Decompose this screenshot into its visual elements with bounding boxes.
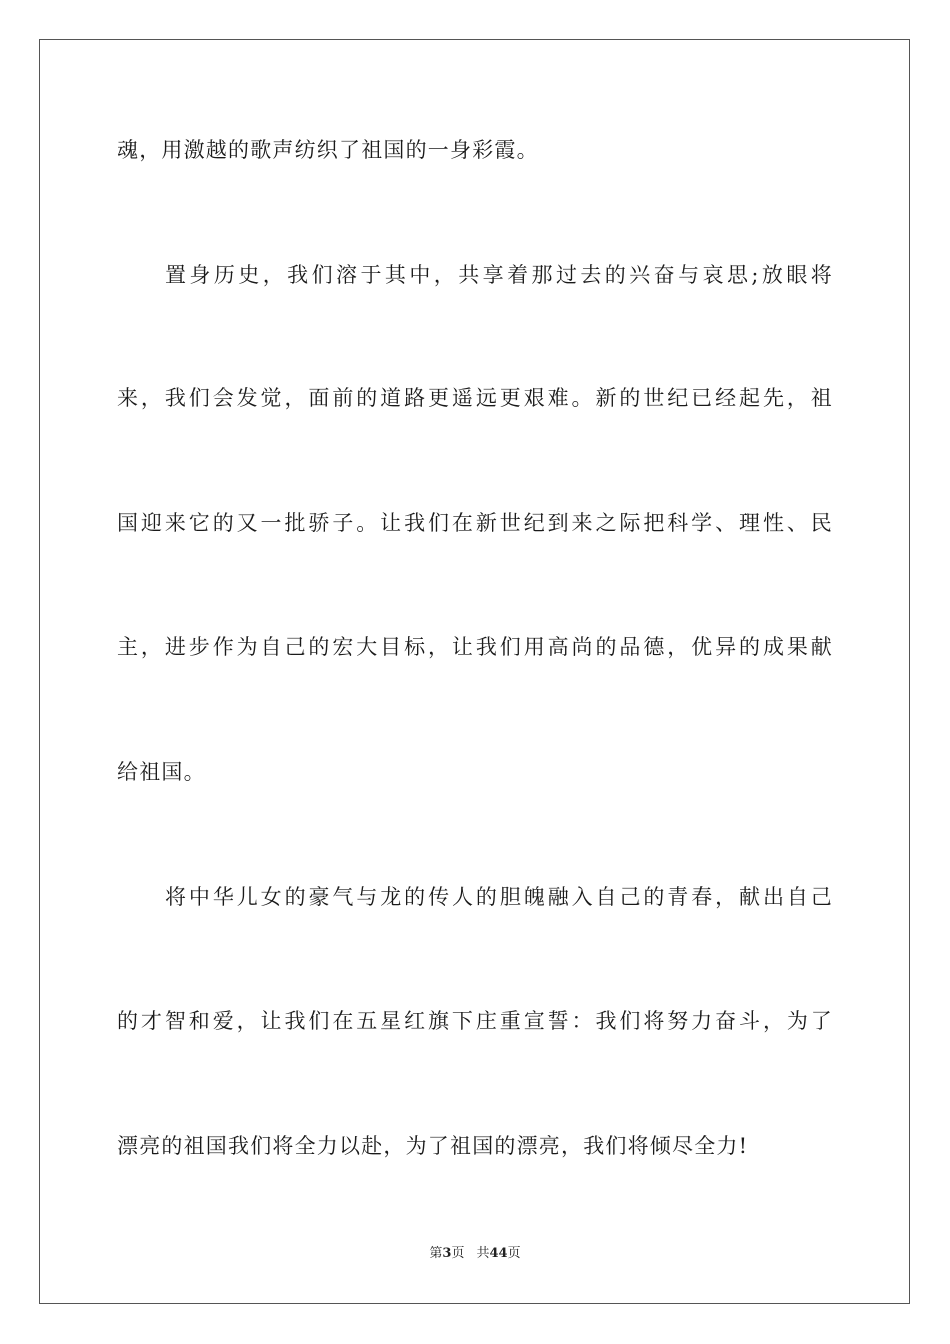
page-footer <box>0 1245 950 1263</box>
text-line-1: 魂，用激越的歌声纺织了祖国的一身彩霞。 <box>117 138 539 162</box>
footer-page-prefix: 第 <box>429 1246 443 1261</box>
page-border <box>39 39 910 1304</box>
text-line-3: 来，我们会发觉，面前的道路更遥远更艰难。新的世纪已经起先，祖 <box>117 386 833 410</box>
text-line-2: 置身历史，我们溶于其中，共享着那过去的兴奋与哀思;放眼将 <box>165 263 833 287</box>
text-line-5: 主，进步作为自己的宏大目标，让我们用高尚的品德，优异的成果献 <box>117 635 833 659</box>
footer-total-prefix: 共 <box>476 1246 490 1261</box>
text-line-9: 漂亮的祖国我们将全力以赴，为了祖国的漂亮，我们将倾尽全力! <box>117 1134 749 1158</box>
footer-page-number: 3 <box>442 1246 452 1261</box>
footer-page-suffix: 页 <box>451 1246 465 1261</box>
text-line-8: 的才智和爱，让我们在五星红旗下庄重宣誓：我们将努力奋斗，为了 <box>117 1009 833 1033</box>
footer-total-pages: 44 <box>489 1246 508 1261</box>
footer-total-suffix: 页 <box>507 1246 521 1261</box>
text-line-4: 国迎来它的又一批骄子。让我们在新世纪到来之际把科学、理性、民 <box>117 511 833 535</box>
text-line-7: 将中华儿女的豪气与龙的传人的胆魄融入自己的青春，献出自己 <box>165 885 833 909</box>
text-line-6: 给祖国。 <box>117 760 206 784</box>
